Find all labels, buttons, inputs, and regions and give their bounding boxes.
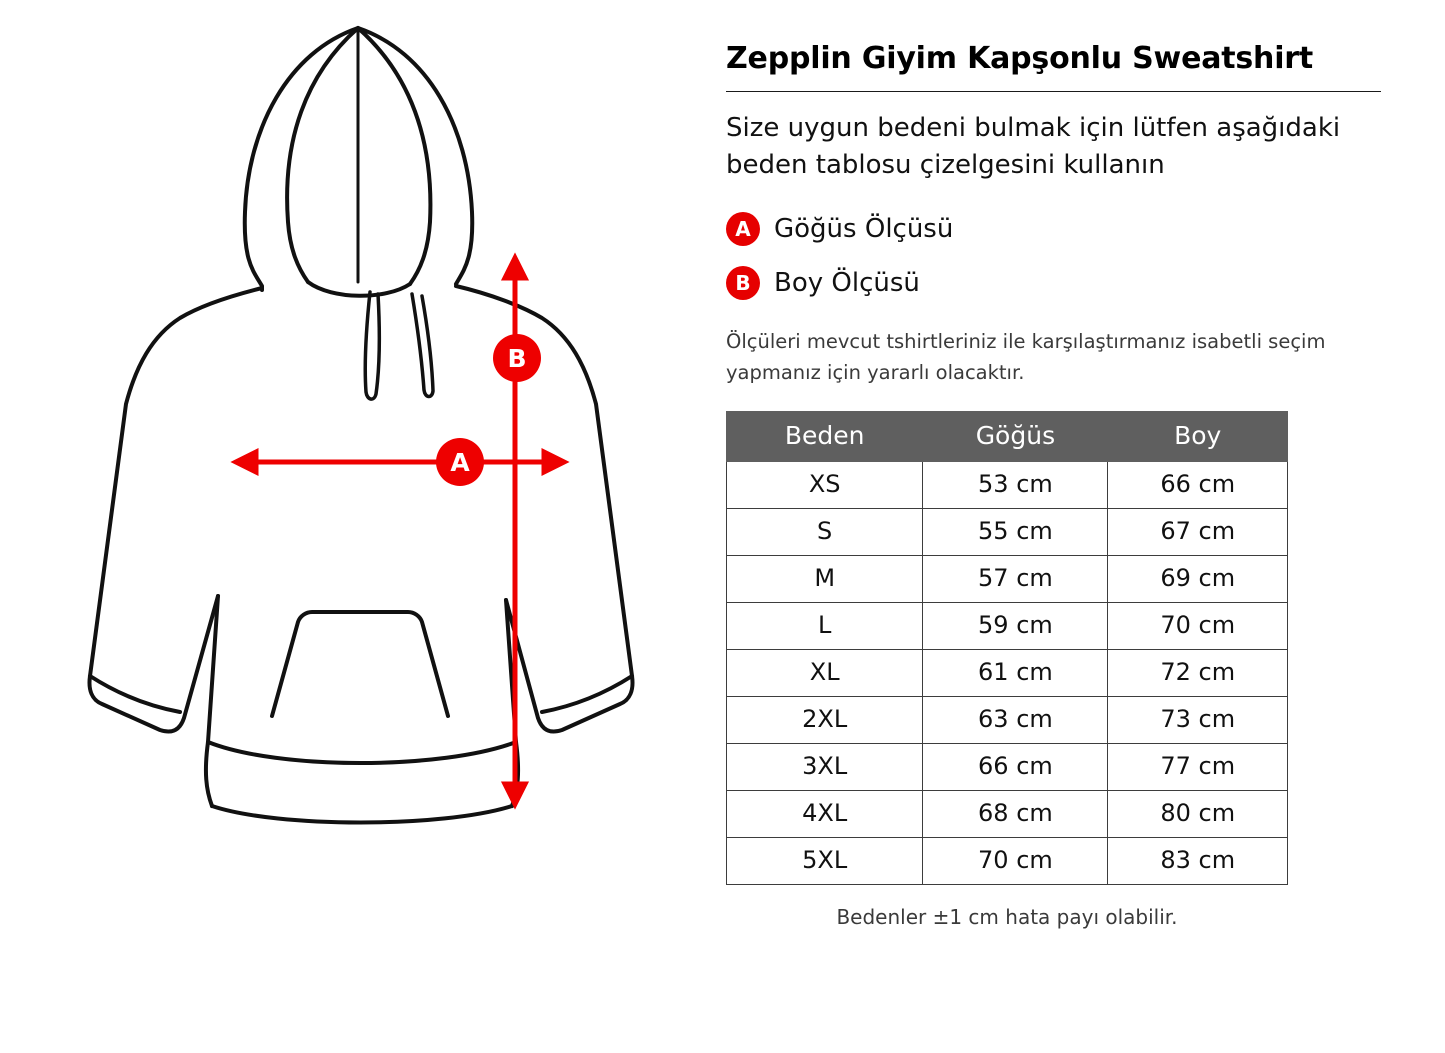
column-header-boy: Boy — [1108, 411, 1288, 461]
cell-size: XS — [727, 461, 923, 508]
table-row — [727, 461, 1288, 508]
cell-size: 2XL — [727, 696, 923, 743]
table-row — [727, 696, 1288, 743]
cell-chest: 57 cm — [923, 555, 1108, 602]
badge-b: B — [726, 266, 760, 300]
comparison-note: Ölçüleri mevcut tshirtleriniz ile karşılaştırmanız isabetli seçim yapmanız için yararlı olacaktır. — [726, 329, 1326, 385]
table-row — [727, 555, 1288, 602]
cell-chest: 63 cm — [923, 696, 1108, 743]
tolerance-footnote: Bedenler ±1 cm hata payı olabilir. — [836, 904, 1178, 929]
hoodie-illustration — [40, 0, 700, 1053]
table-row — [727, 790, 1288, 837]
table-row — [727, 837, 1288, 884]
cell-size: 5XL — [727, 837, 923, 884]
legend-label-a: Göğüs Ölçüsü — [774, 213, 954, 244]
title-divider — [726, 91, 1381, 92]
cell-length: 72 cm — [1108, 649, 1288, 696]
column-header-gogus: Göğüs — [923, 411, 1108, 461]
measurement-legend — [726, 212, 1406, 300]
size-table — [726, 411, 1288, 885]
cell-chest: 66 cm — [923, 743, 1108, 790]
cell-length: 70 cm — [1108, 602, 1288, 649]
diagram-badge-b: B — [507, 344, 527, 373]
table-row — [727, 508, 1288, 555]
cell-length: 73 cm — [1108, 696, 1288, 743]
cell-size: S — [727, 508, 923, 555]
cell-length: 66 cm — [1108, 461, 1288, 508]
cell-length: 77 cm — [1108, 743, 1288, 790]
cell-size: 4XL — [727, 790, 923, 837]
cell-length: 69 cm — [1108, 555, 1288, 602]
info-panel — [726, 42, 1406, 929]
cell-chest: 59 cm — [923, 602, 1108, 649]
cell-size: XL — [727, 649, 923, 696]
cell-chest: 68 cm — [923, 790, 1108, 837]
cell-length: 80 cm — [1108, 790, 1288, 837]
instructions-text: Size uygun bedeni bulmak için lütfen aşağıdaki beden tablosu çizelgesini kullanın — [726, 113, 1341, 180]
table-row — [727, 743, 1288, 790]
legend-label-b: Boy Ölçüsü — [774, 267, 920, 298]
cell-chest: 55 cm — [923, 508, 1108, 555]
column-header-beden: Beden — [727, 411, 923, 461]
legend-item-b — [726, 266, 1406, 300]
cell-size: M — [727, 555, 923, 602]
table-header-row — [727, 411, 1288, 461]
cell-length: 83 cm — [1108, 837, 1288, 884]
legend-item-a — [726, 212, 1406, 246]
cell-length: 67 cm — [1108, 508, 1288, 555]
table-row — [727, 602, 1288, 649]
cell-chest: 61 cm — [923, 649, 1108, 696]
cell-chest: 53 cm — [923, 461, 1108, 508]
table-row — [727, 649, 1288, 696]
cell-chest: 70 cm — [923, 837, 1108, 884]
badge-a: A — [726, 212, 760, 246]
cell-size: L — [727, 602, 923, 649]
cell-size: 3XL — [727, 743, 923, 790]
page-title: Zepplin Giyim Kapşonlu Sweatshirt — [726, 41, 1314, 76]
diagram-badge-a: A — [450, 448, 470, 477]
